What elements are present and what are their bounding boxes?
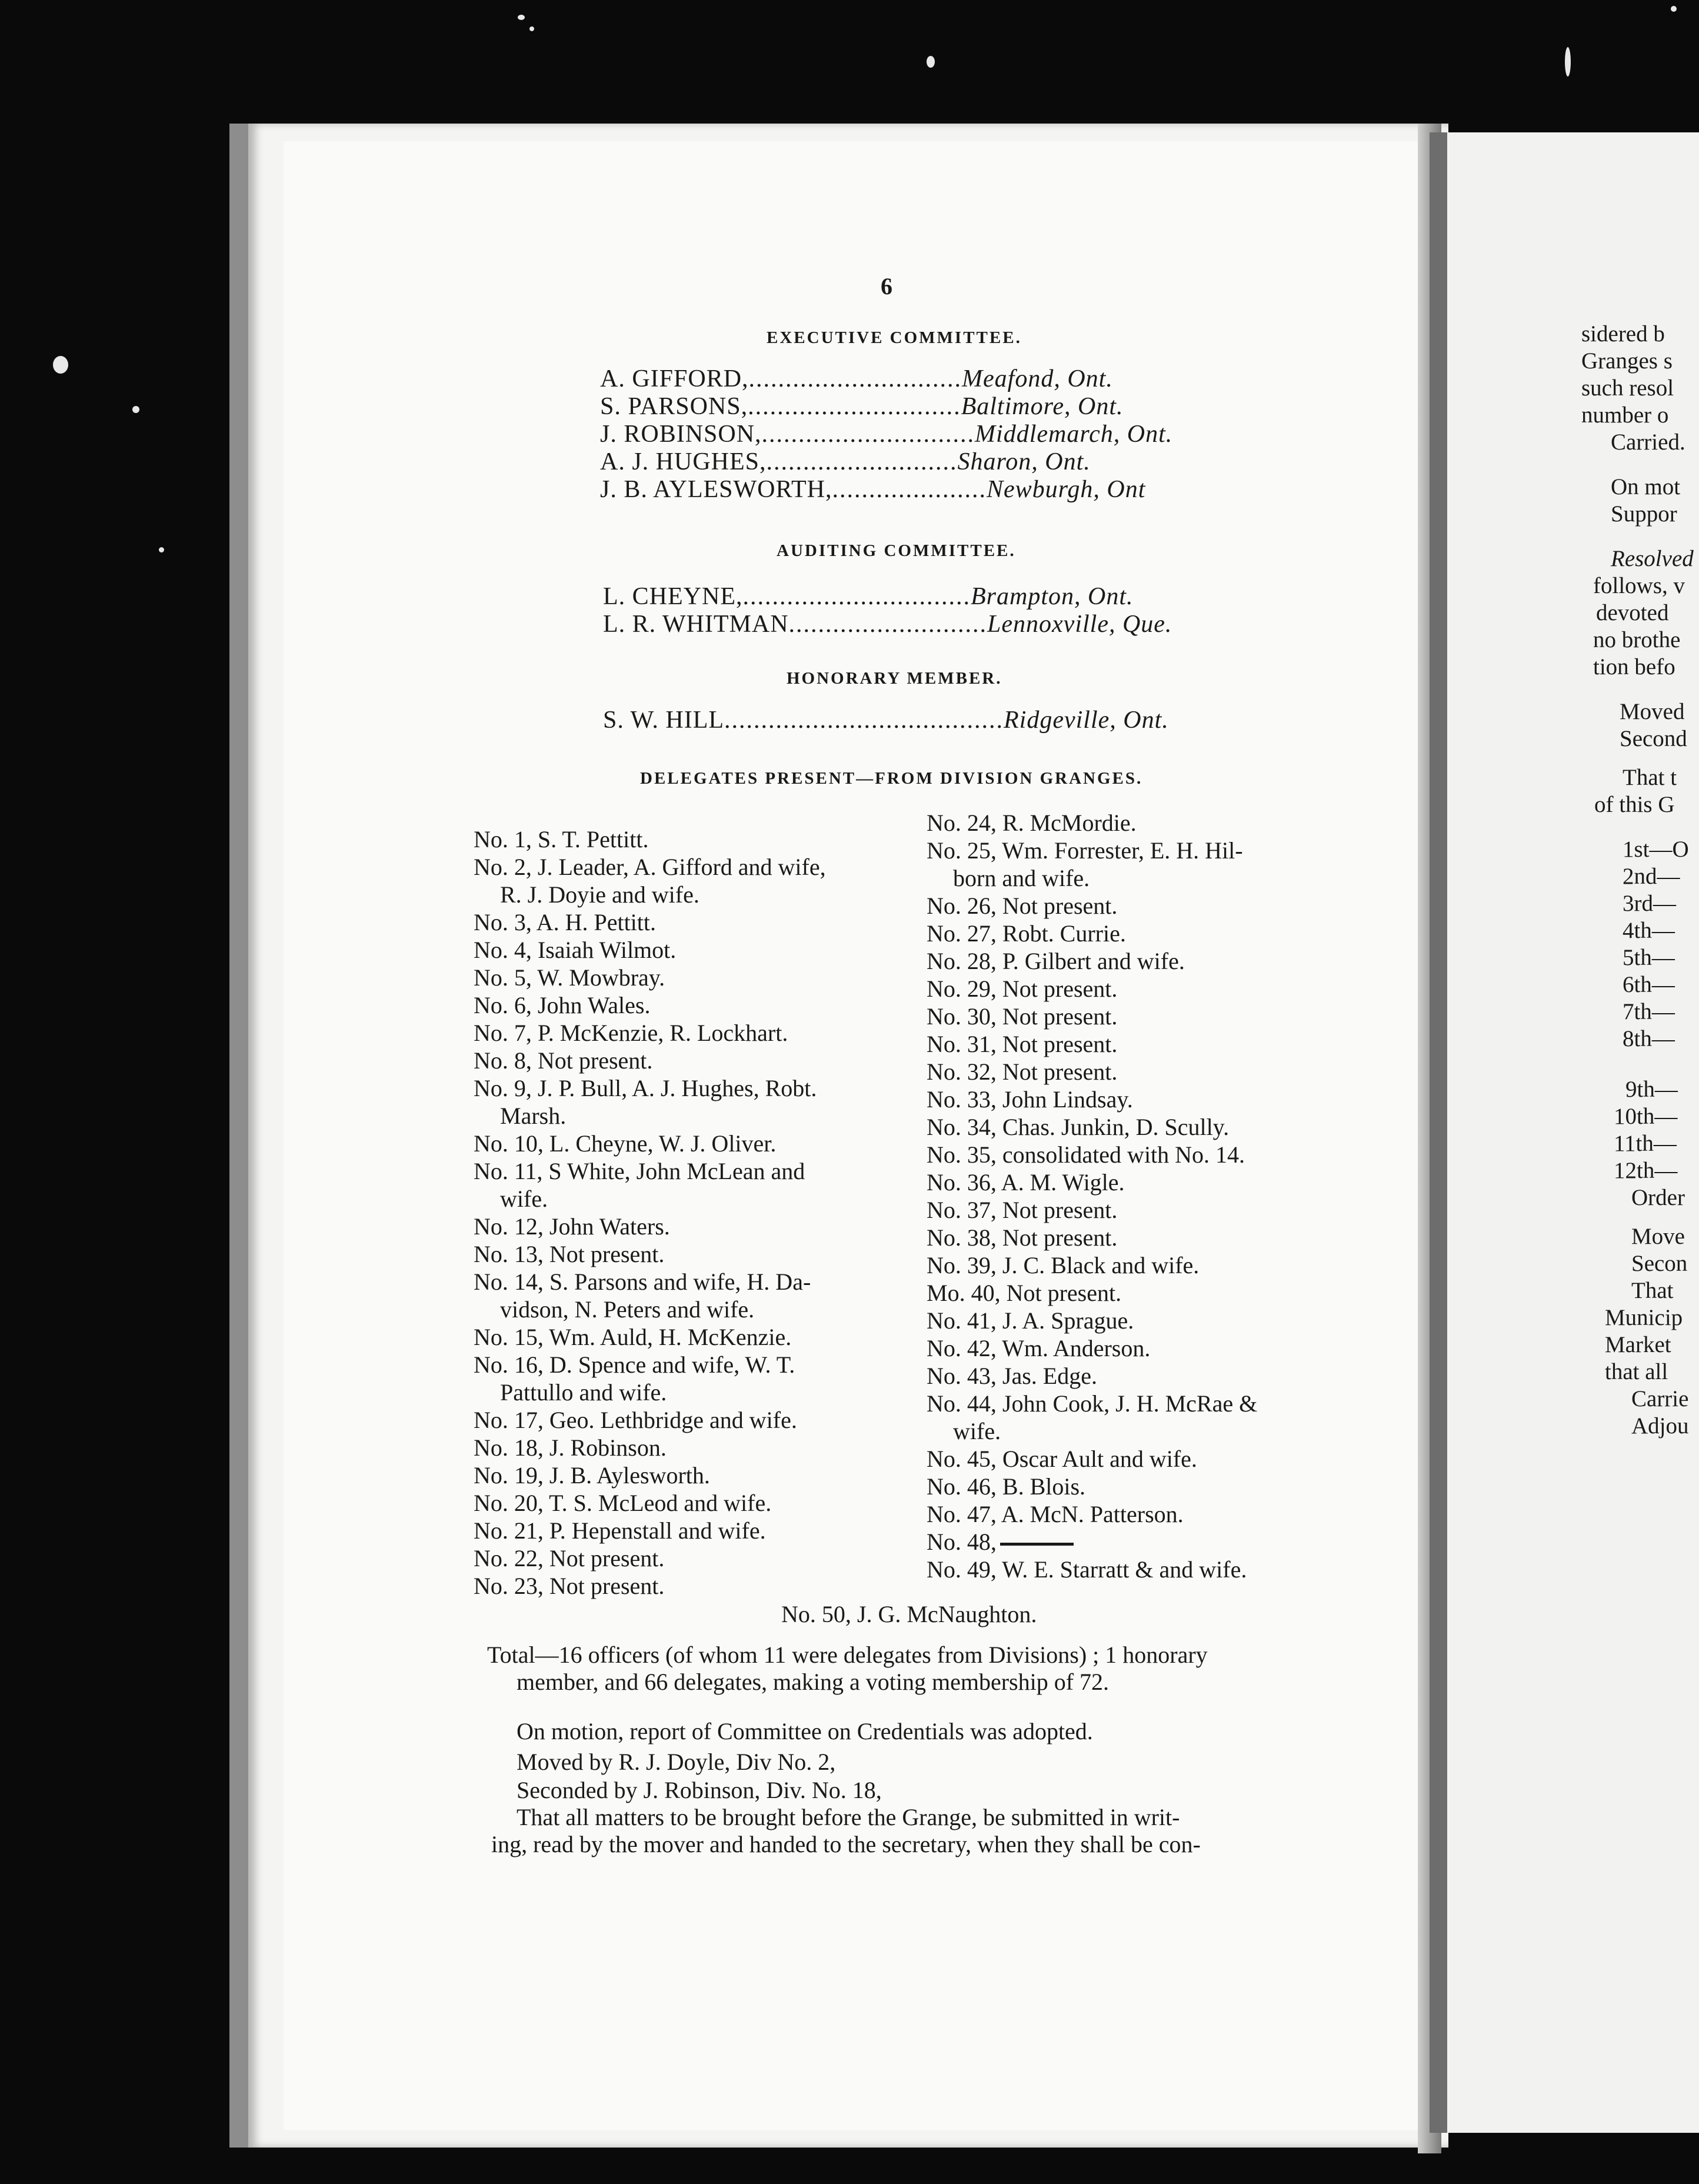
- member-name: J. ROBINSON,: [600, 421, 762, 448]
- right-page-line: of this G: [1594, 792, 1675, 817]
- dot-leader: ...........................: [788, 611, 988, 638]
- delegate-line: No. 42, Wm. Anderson.: [927, 1335, 1151, 1361]
- right-page-line: Market: [1605, 1332, 1671, 1357]
- delegate-line: No. 11, S White, John McLean and: [474, 1158, 805, 1184]
- delegate-line: No. 41, J. A. Sprague.: [927, 1307, 1134, 1334]
- right-page-line: Adjou: [1631, 1413, 1689, 1439]
- delegate-line: No. 3, A. H. Pettitt.: [474, 909, 657, 935]
- delegate-line: No. 27, Robt. Currie.: [927, 920, 1126, 947]
- delegate-line: No. 4, Isaiah Wilmot.: [474, 937, 677, 963]
- delegate-line: No. 13, Not present.: [474, 1241, 665, 1267]
- committee-member-row: [600, 475, 1145, 504]
- right-page-line: 8th—: [1623, 1026, 1675, 1051]
- right-page-line: 11th—: [1614, 1131, 1677, 1156]
- right-page-line: Second: [1620, 726, 1687, 751]
- auditing-committee-heading: AUDITING COMMITTEE.: [777, 541, 1016, 560]
- right-page-line: That t: [1623, 765, 1677, 790]
- delegate-line: No. 5, W. Mowbray.: [474, 964, 665, 991]
- right-page-line: Resolved: [1611, 546, 1694, 571]
- delegate-line: No. 6, John Wales.: [474, 992, 651, 1018]
- right-page-line: 7th—: [1623, 999, 1675, 1024]
- right-page-line: Order: [1631, 1185, 1685, 1210]
- delegate-line: R. J. Doyie and wife.: [500, 881, 699, 908]
- delegate-line: No. 19, J. B. Aylesworth.: [474, 1462, 710, 1489]
- right-page-line: That: [1631, 1278, 1674, 1303]
- dot-leader: .............................: [748, 365, 962, 392]
- member-name: A. J. HUGHES,: [600, 448, 767, 475]
- delegate-line: [927, 1528, 1257, 1556]
- member-name: L. R. WHITMAN: [603, 611, 789, 638]
- delegate-line: No. 28, P. Gilbert and wife.: [927, 948, 1185, 974]
- delegate-line: No. 21, P. Hepenstall and wife.: [474, 1517, 766, 1544]
- member-place: Lennoxville, Que.: [987, 611, 1172, 638]
- committee-member-row: [600, 448, 1091, 476]
- member-place: Ridgeville, Ont.: [1004, 707, 1169, 734]
- right-page-line: Granges s: [1581, 348, 1673, 374]
- delegate-line: No. 18, J. Robinson.: [474, 1434, 667, 1461]
- delegate-line: No. 26, Not present.: [927, 893, 1118, 919]
- right-page-line: that all: [1605, 1359, 1668, 1384]
- delegate-line: No. 36, A. M. Wigle.: [927, 1169, 1125, 1196]
- delegate-line: No. 20, T. S. McLeod and wife.: [474, 1490, 772, 1516]
- delegate-line: vidson, N. Peters and wife.: [500, 1296, 755, 1323]
- delegate-line: No. 9, J. P. Bull, A. J. Hughes, Robt.: [474, 1075, 817, 1101]
- delegate-line: No. 34, Chas. Junkin, D. Scully.: [927, 1114, 1230, 1140]
- member-place: Middlemarch, Ont.: [975, 421, 1173, 448]
- executive-committee-heading: EXECUTIVE COMMITTEE.: [767, 328, 1022, 347]
- delegate-line: No. 47, A. McN. Patterson.: [927, 1501, 1184, 1527]
- motion-text-1: That all matters to be brought before the Grange, be submitted in writ-: [517, 1804, 1180, 1830]
- right-page-line: no brothe: [1593, 627, 1681, 652]
- honorary-member-heading: HONORARY MEMBER.: [787, 669, 1002, 688]
- delegate-line: No. 49, W. E. Starratt & and wife.: [927, 1556, 1247, 1583]
- right-page-line: 4th—: [1623, 918, 1675, 943]
- page-number: 6: [881, 273, 892, 299]
- committee-member-row: [603, 610, 1172, 638]
- delegate-line: No. 2, J. Leader, A. Gifford and wife,: [474, 854, 826, 880]
- delegate-line: No. 37, Not present.: [927, 1197, 1118, 1223]
- right-page-line: devoted: [1596, 600, 1669, 625]
- member-name: S. W. HILL: [603, 707, 725, 734]
- delegate-line: No. 15, Wm. Auld, H. McKenzie.: [474, 1324, 792, 1350]
- delegate-line: No. 17, Geo. Lethbridge and wife.: [474, 1407, 797, 1433]
- total-line-1: Total—16 officers (of whom 11 were delegates from Divisions) ; 1 honorary: [487, 1642, 1208, 1668]
- member-place: Newburgh, Ont: [986, 476, 1146, 503]
- dot-leader: .....................: [832, 476, 987, 503]
- member-place: Sharon, Ont.: [957, 448, 1091, 475]
- delegate-line: No. 25, Wm. Forrester, E. H. Hil-: [927, 837, 1243, 864]
- delegate-line: No. 10, L. Cheyne, W. J. Oliver.: [474, 1130, 777, 1157]
- motion-text-2: ing, read by the mover and handed to the secretary, when they shall be con-: [491, 1831, 1201, 1857]
- delegates-left-column: [474, 825, 826, 1600]
- delegate-line: No. 23, Not present.: [474, 1573, 665, 1599]
- dot-leader: ......................................: [724, 707, 1004, 734]
- delegate-line: No. 35, consolidated with No. 14.: [927, 1141, 1245, 1168]
- right-page-line: number o: [1581, 402, 1669, 428]
- delegate-line: No. 38, Not present.: [927, 1224, 1118, 1251]
- committee-member-row: [600, 420, 1172, 448]
- right-page-line: 10th—: [1614, 1104, 1678, 1129]
- delegate-line: No. 31, Not present.: [927, 1031, 1118, 1057]
- member-name: J. B. AYLESWORTH,: [600, 476, 832, 503]
- delegate-line: Pattullo and wife.: [500, 1379, 667, 1406]
- delegate-line: No. 16, D. Spence and wife, W. T.: [474, 1351, 795, 1378]
- right-page-line: Carrie: [1631, 1386, 1689, 1411]
- right-page-line: 9th—: [1625, 1077, 1678, 1102]
- member-name: S. PARSONS,: [600, 393, 748, 420]
- dot-leader: .............................: [761, 421, 975, 448]
- dot-leader: ...............................: [742, 583, 971, 610]
- right-page-text: [1581, 321, 1699, 1440]
- delegate-number: No. 48,: [927, 1529, 997, 1555]
- delegate-line: No. 43, Jas. Edge.: [927, 1363, 1097, 1389]
- delegate-line: No. 8, Not present.: [474, 1047, 653, 1074]
- right-page-line: follows, v: [1593, 573, 1685, 598]
- right-page-line: Move: [1631, 1224, 1685, 1249]
- total-line-2: member, and 66 delegates, making a voting membership of 72.: [517, 1669, 1110, 1695]
- delegate-last-line: No. 50, J. G. McNaughton.: [781, 1601, 1037, 1627]
- right-page-line: Municip: [1605, 1305, 1683, 1330]
- right-page-line: Suppor: [1611, 501, 1677, 527]
- committee-member-row: [600, 365, 1113, 393]
- right-page-line: Moved: [1620, 699, 1685, 724]
- committee-member-row: [600, 392, 1124, 421]
- right-page-line: 5th—: [1623, 945, 1675, 970]
- delegate-line: No. 29, Not present.: [927, 976, 1118, 1002]
- delegate-line: Mo. 40, Not present.: [927, 1280, 1122, 1306]
- right-page-line: sidered b: [1581, 321, 1665, 347]
- right-page-line: such resol: [1581, 375, 1674, 401]
- dot-leader: ..........................: [766, 448, 958, 475]
- member-name: A. GIFFORD,: [600, 365, 749, 392]
- delegate-line: No. 14, S. Parsons and wife, H. Da-: [474, 1269, 811, 1295]
- right-page-line: Carried.: [1611, 430, 1685, 455]
- member-place: Meafond, Ont.: [962, 365, 1113, 392]
- member-name: L. CHEYNE,: [603, 583, 743, 610]
- delegate-line: No. 1, S. T. Pettitt.: [474, 826, 649, 853]
- delegate-line: No. 46, B. Blois.: [927, 1473, 1086, 1500]
- delegate-line: No. 45, Oscar Ault and wife.: [927, 1446, 1197, 1472]
- right-page-line: 2nd—: [1623, 864, 1680, 889]
- dot-leader: .............................: [748, 393, 961, 420]
- member-place: Brampton, Ont.: [970, 583, 1134, 610]
- committee-member-row: [603, 706, 1169, 734]
- delegate-line: No. 12, John Waters.: [474, 1213, 670, 1240]
- right-page-line: On mot: [1611, 474, 1681, 500]
- delegate-line: No. 39, J. C. Black and wife.: [927, 1252, 1200, 1279]
- right-page-line: 1st—O: [1623, 837, 1689, 862]
- delegate-line: No. 30, Not present.: [927, 1003, 1118, 1030]
- right-page-line: Secon: [1631, 1251, 1688, 1276]
- delegates-heading: DELEGATES PRESENT—FROM DIVISION GRANGES.: [640, 769, 1143, 788]
- delegate-line: No. 32, Not present.: [927, 1058, 1118, 1085]
- delegate-line: Marsh.: [500, 1103, 567, 1129]
- delegate-line: wife.: [500, 1186, 548, 1212]
- delegate-line: wife.: [953, 1418, 1001, 1444]
- right-page-line: 3rd—: [1623, 891, 1676, 916]
- motion-seconded: Seconded by J. Robinson, Div. No. 18,: [517, 1777, 882, 1803]
- right-page-line: tion befo: [1593, 654, 1675, 680]
- delegate-line: No. 22, Not present.: [474, 1545, 665, 1572]
- right-page-line: 12th—: [1614, 1158, 1678, 1183]
- delegates-right-column: [927, 809, 1257, 1583]
- delegate-line: No. 33, John Lindsay.: [927, 1086, 1133, 1113]
- delegate-line: No. 44, John Cook, J. H. McRae &: [927, 1390, 1258, 1417]
- blank-rule: [1000, 1543, 1074, 1546]
- delegate-line: No. 7, P. McKenzie, R. Lockhart.: [474, 1020, 788, 1046]
- motion-adopted: On motion, report of Committee on Credentials was adopted.: [517, 1718, 1093, 1744]
- member-place: Baltimore, Ont.: [961, 393, 1124, 420]
- right-page-line: 6th—: [1623, 972, 1675, 997]
- delegate-line: born and wife.: [953, 865, 1090, 891]
- committee-member-row: [603, 582, 1133, 611]
- motion-moved: Moved by R. J. Doyle, Div No. 2,: [517, 1749, 836, 1775]
- delegate-line: No. 24, R. McMordie.: [927, 810, 1137, 836]
